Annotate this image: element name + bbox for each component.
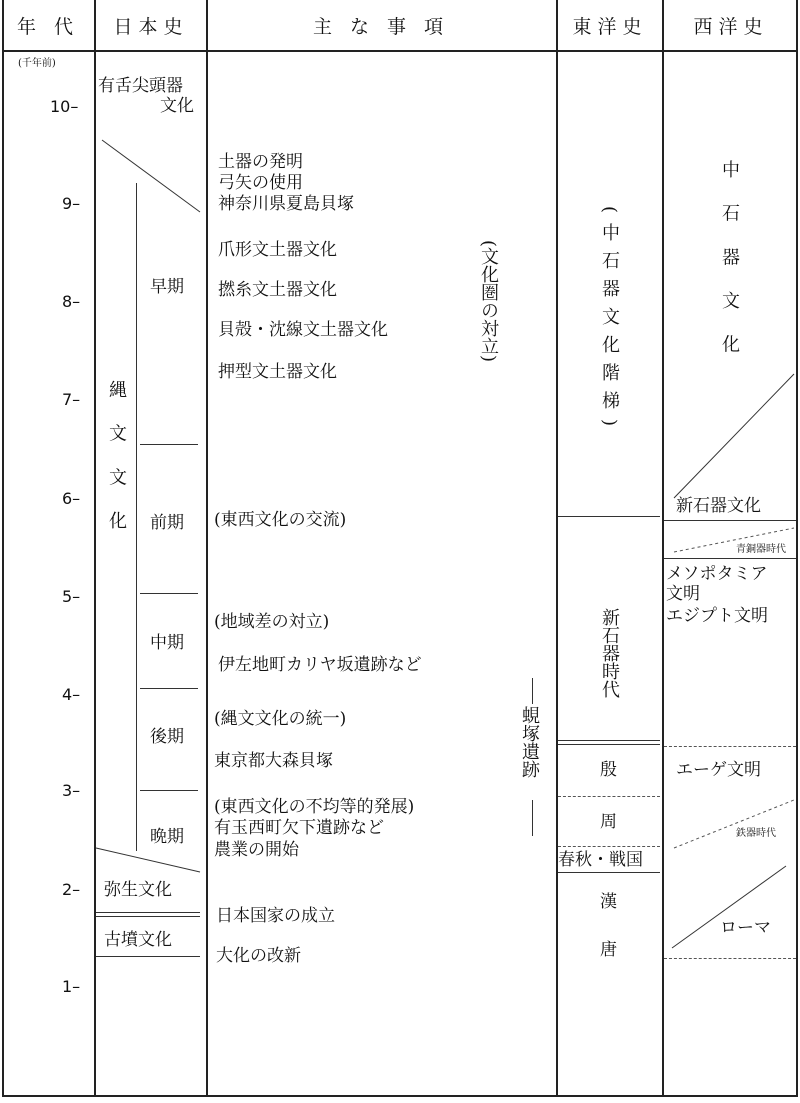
jomon-final: 晩期	[150, 827, 184, 847]
east-han: 漢	[600, 892, 617, 912]
kofun-culture: 古墳文化	[104, 930, 172, 950]
jomon-early: 早期	[150, 277, 184, 297]
east-neolithic: 新石器時代	[599, 608, 620, 698]
event-japanese-state: 日本国家の成立	[216, 906, 335, 926]
event-jomon-unification: (縄文文化の統一)	[214, 709, 347, 729]
east-spring-autumn: 春秋・戦国	[558, 850, 643, 870]
west-bronze-age: 青銅器時代	[736, 544, 786, 555]
event-natsushima: 神奈川県夏島貝塚	[218, 194, 354, 214]
y-tick-1: 1–	[62, 977, 81, 996]
east-zhou: 周	[600, 812, 617, 832]
jomon-late: 後期	[150, 727, 184, 747]
y-tick-9: 9–	[62, 194, 81, 213]
y-tick-3: 3–	[62, 781, 81, 800]
event-kaigara: 貝殻・沈線文土器文化	[218, 320, 388, 340]
west-egypt: エジプト文明	[666, 606, 768, 626]
diag-west-rome	[672, 866, 786, 948]
event-agriculture: 農業の開始	[214, 840, 299, 860]
diag-paleo-jomon	[102, 140, 200, 212]
y-tick-2: 2–	[62, 880, 81, 899]
header-main-events: 主 な 事 項	[312, 15, 450, 38]
header-west-history: 西洋史	[693, 15, 769, 38]
west-rome: ローマ	[720, 918, 771, 938]
diag-west-bronze	[674, 528, 794, 552]
event-kariyazaka: 伊左地町カリヤ坂遺跡など	[218, 655, 422, 675]
event-yorimon: 撚糸文土器文化	[218, 280, 337, 300]
diag-jomon-yayoi	[96, 848, 200, 872]
event-tsumegata: 爪形文土器文化	[218, 240, 337, 260]
y-tick-4: 4–	[62, 685, 81, 704]
east-tang: 唐	[600, 940, 617, 960]
header-japan-history: 日本史	[113, 15, 189, 38]
y-tick-8: 8–	[62, 292, 81, 311]
east-mesolithic: (中石器文化階梯)	[599, 206, 620, 437]
event-uneven-development: (東西文化の不均等的発展)	[214, 797, 415, 817]
jomon-former: 前期	[150, 513, 184, 533]
y-axis-unit: (千年前)	[18, 58, 56, 69]
west-neolithic: 新石器文化	[676, 496, 761, 516]
west-mesopotamia-2: 文明	[666, 584, 700, 604]
event-shijimizuka: 蜆塚遺跡	[519, 706, 540, 778]
paleolithic-culture-label: 有舌尖頭器	[98, 76, 183, 96]
east-yin: 殷	[600, 760, 617, 780]
event-oshigata: 押型文土器文化	[218, 362, 337, 382]
y-tick-7: 7–	[62, 390, 81, 409]
y-tick-6: 6–	[62, 489, 81, 508]
y-tick-10: 10–	[50, 97, 79, 116]
y-tick-5: 5–	[62, 587, 81, 606]
event-regional-difference: (地域差の対立)	[214, 612, 330, 632]
event-east-west-exchange: (東西文化の交流)	[214, 510, 347, 530]
event-omori: 東京都大森貝塚	[214, 751, 333, 771]
header-era: 年 代	[16, 15, 80, 38]
west-iron-age: 鉄器時代	[736, 828, 776, 839]
event-bow-arrow: 弓矢の使用	[218, 173, 303, 193]
jomon-culture-label: 縄 文 文 化	[106, 380, 127, 540]
event-kakeshita: 有玉西町欠下遺跡など	[214, 818, 384, 838]
west-mesopotamia: メソポタミア	[666, 564, 768, 584]
west-mesolithic: 中 石 器 文 化	[719, 160, 740, 363]
yayoi-culture: 弥生文化	[104, 880, 172, 900]
diag-west-iron	[674, 800, 794, 848]
event-pottery: 土器の発明	[218, 152, 303, 172]
diag-west-neolithic	[674, 374, 794, 498]
paleolithic-culture-label-2: 文化	[160, 96, 194, 116]
west-aegean: エーゲ文明	[676, 760, 761, 780]
event-taika-reform: 大化の改新	[216, 946, 301, 966]
header-east-history: 東洋史	[572, 15, 648, 38]
event-cultural-sphere-conflict: (文化圏の対立)	[478, 240, 499, 363]
jomon-middle: 中期	[150, 633, 184, 653]
